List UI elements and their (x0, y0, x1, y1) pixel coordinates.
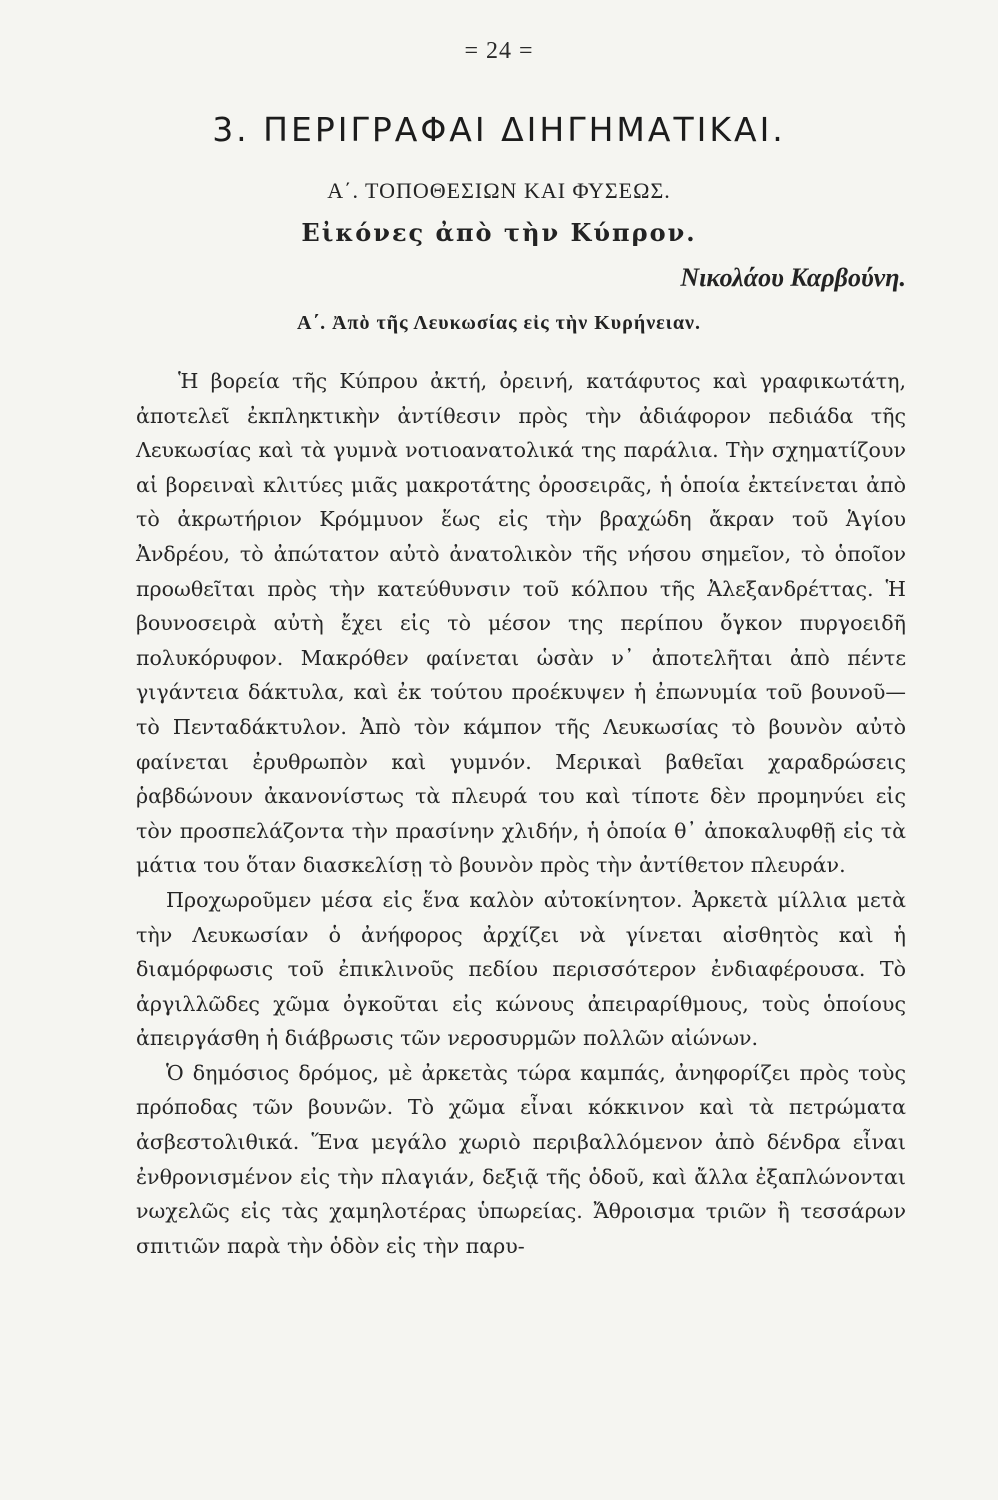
collection-title: Εἰκόνες ἀπὸ τὴν Κύπρον. (301, 218, 697, 247)
part-heading: Α΄. Ἀπὸ τῆς Λευκωσίας εἰς τὴν Κυρήνειαν. (297, 312, 701, 334)
paragraph: Προχωροῦμεν μέσα εἰς ἕνα καλὸν αὐτοκίνητον. Ἀρκετὰ μίλλια μετὰ τὴν Λευκωσίαν ὁ ἀνήφορος ἀρχίζει νὰ γίνεται αἰσθητὸς καὶ ἡ διαμόρφωσις τοῦ ἐπικλινοῦς πεδίου περισσότερον ἐνδιαφέρουσα. Τὸ ἀργιλλῶδες χῶμα ὀγκοῦται εἰς κώνους ἀπειραρίθμους, τοὺς ὁποίους ἀπειργάσθη ἡ διάβρωσις τῶν νεροσυρμῶν πολλῶν αἰώνων. (136, 887, 906, 1051)
subsection-heading: Α΄. ΤΟΠΟΘΕΣΙΩΝ ΚΑΙ ΦΥΣΕΩΣ. (327, 178, 671, 203)
page-number: = 24 = (464, 38, 534, 64)
section-heading: 3. ΠΕΡΙΓΡΑΦΑΙ ΔΙΗΓΗΜΑΤΙΚΑΙ. (212, 110, 786, 149)
author-name: Νικολάου Καρβούνη. (680, 263, 906, 292)
paragraph: Ἡ βορεία τῆς Κύπρου ἀκτή, ὀρεινή, κατάφυτος καὶ γραφικωτάτη, ἀποτελεῖ ἐκπληκτικὴν ἀντίθεσιν πρὸς τὴν ἀδιάφορον πεδιάδα τῆς Λευκωσίας καὶ τὰ γυμνὰ νοτιοανατολικά της παράλια. Τὴν σχηματίζουν αἱ βορειναὶ κλιτύες μιᾶς μακροτάτης ὀροσειρᾶς, ἡ ὁποία ἐκτείνεται ἀπὸ τὸ ἀκρωτήριον Κρόμμυον ἕως εἰς τὴν βραχώδη ἄκραν τοῦ Ἁγίου Ἀνδρέου, τὸ ἀπώτατον αὐτὸ ἀνατολικὸν τῆς νήσου σημεῖον, τὸ ὁποῖον προωθεῖται πρὸς τὴν κατεύθυνσιν τοῦ κόλπου τῆς Ἀλεξανδρέττας. Ἡ βουνοσειρὰ αὐτὴ ἔχει εἰς τὸ μέσον της περίπου ὄγκον πυργοειδῆ πολυκόρυφον. Μακρόθεν φαίνεται ὡσὰν ν᾽ ἀποτελῆται ἀπὸ πέντε γιγάντεια δάκτυλα, καὶ ἐκ τούτου προέκυψεν ἡ ἐπωνυμία τοῦ βουνοῦ—τὸ Πενταδάκτυλον. Ἀπὸ τὸν κάμπον τῆς Λευκωσίας τὸ βουνὸν αὐτὸ φαίνεται ἐρυθρωπὸν καὶ γυμνόν. Μερικαὶ βαθεῖαι χαραδρώσεις ῥαβδώνουν ἀκανονίστως τὰ πλευρά του καὶ τίποτε δὲν προμηνύει εἰς τὸν προσπελάζοντα τὴν πρασίνην χλιδήν, ἡ ὁποία θ᾽ ἀποκαλυφθῇ εἰς τὰ μάτια του ὅταν διασκελίσῃ τὸ βουνὸν πρὸς τὴν ἀντίθετον πλευράν. (136, 369, 906, 878)
body-text (136, 364, 906, 1263)
paragraph: Ὁ δημόσιος δρόμος, μὲ ἀρκετὰς τώρα καμπάς, ἀνηφορίζει πρὸς τοὺς πρόποδας τῶν βουνῶν. Τὸ χῶμα εἶναι κόκκινον καὶ τὰ πετρώματα ἀσβεστολιθικά. Ἕνα μεγάλο χωριὸ περιβαλλόμενον ἀπὸ δένδρα εἶναι ἐνθρονισμένον εἰς τὴν πλαγιάν, δεξιᾷ τῆς ὁδοῦ, καὶ ἄλλα ἐξαπλώνονται νωχελῶς εἰς τὰς χαμηλοτέρας ὑπωρείας. Ἄθροισμα τριῶν ἢ τεσσάρων σπιτιῶν παρὰ τὴν ὁδὸν εἰς τὴν παρυ- (136, 1060, 906, 1258)
